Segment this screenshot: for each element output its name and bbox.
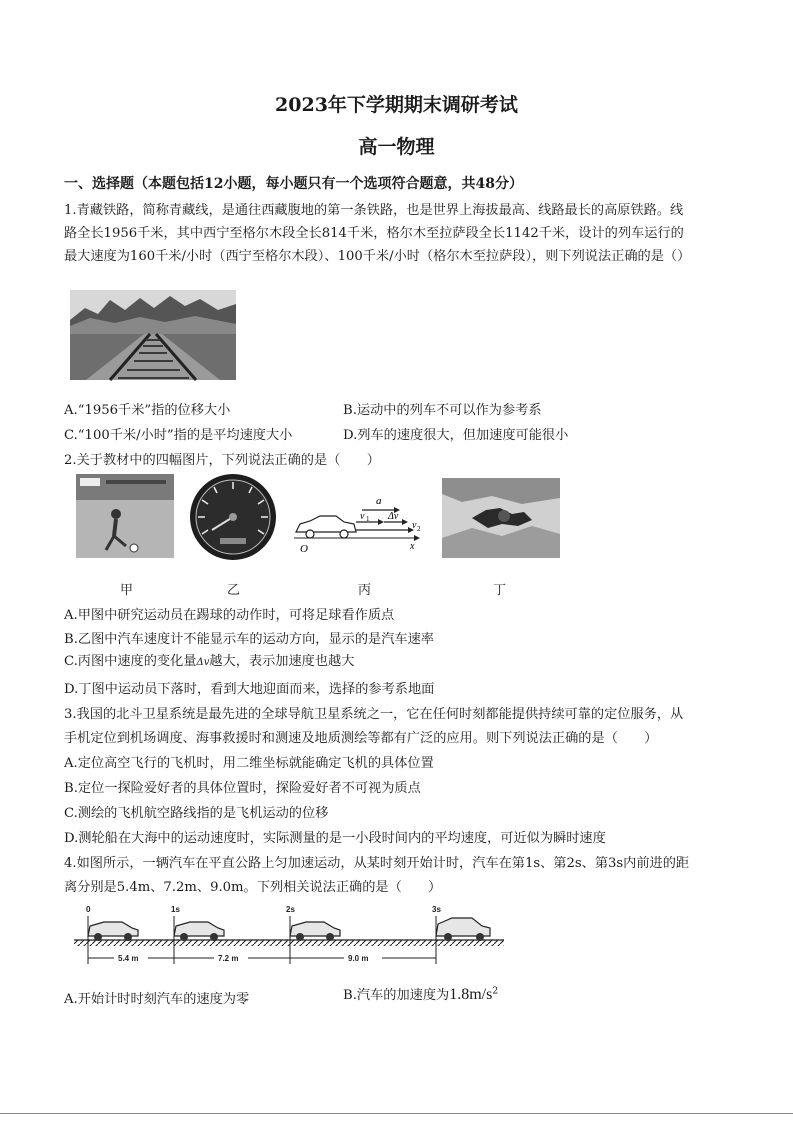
q3-line-2: 手机定位到机场调度、海事救援时和测速及地质测绘等都有广泛的应用。则下列说法正确的是（ ） bbox=[64, 731, 658, 746]
figure-bing-velocity-diagram bbox=[290, 488, 420, 558]
q1-line-2: 路全长1956千米，其中西宁至格尔木段全长814千米，格尔木至拉萨段全长1142千米，设计的列车运行的 bbox=[64, 226, 684, 241]
q1-option-a: A.“1956千米”指的位移大小 bbox=[64, 403, 231, 418]
delta-v-symbol: Δv bbox=[196, 657, 210, 668]
q2-option-d: D.丁图中运动员下落时，看到大地迎面而来，选择的参考系地面 bbox=[64, 682, 435, 697]
q2-stem: 2.关于教材中的四幅图片，下列说法正确的是（ ） bbox=[64, 453, 380, 468]
label-x: x bbox=[410, 541, 415, 552]
distance-label-1: 5.4 m bbox=[118, 954, 139, 963]
label-v1: v bbox=[360, 511, 365, 522]
q1-option-d: D.列车的速度很大，但加速度可能很小 bbox=[343, 428, 569, 443]
caption-yi: 乙 bbox=[227, 583, 241, 598]
q1-line-3: 最大速度为160千米/小时（西宁至格尔木段）、100千米/小时（格尔木至拉萨段），则下列说法正确的是（） bbox=[64, 249, 691, 264]
q4-line-1: 4.如图所示，一辆汽车在平直公路上匀加速运动，从某时刻开始计时，汽车在第1s、第2s、第3s内前进的距 bbox=[64, 856, 690, 871]
distance-label-3: 9.0 m bbox=[348, 954, 369, 963]
q2-option-c-pre: C.丙图中速度的变化量 bbox=[64, 654, 197, 669]
caption-bing: 丙 bbox=[358, 583, 372, 598]
time-label-0: 0 bbox=[86, 905, 91, 914]
label-v2-sub: 2 bbox=[417, 525, 421, 533]
q2-option-a: A.甲图中研究运动员在踢球的动作时，可将足球看作质点 bbox=[64, 608, 395, 623]
label-v2: v bbox=[412, 520, 417, 531]
q4-car-motion-figure bbox=[74, 902, 506, 974]
q2-option-c bbox=[64, 650, 354, 669]
q4-option-b-pre: B.汽车的加速度为 bbox=[343, 988, 450, 1003]
page-bottom-rule bbox=[0, 1113, 793, 1114]
label-v1-sub: 1 bbox=[366, 515, 370, 523]
time-label-3s: 3s bbox=[432, 905, 441, 914]
q4-line-2: 离分别是5.4m、7.2m、9.0m。下列相关说法正确的是（ ） bbox=[64, 880, 442, 895]
distance-label-2: 7.2 m bbox=[218, 954, 239, 963]
railway-photo bbox=[70, 290, 236, 380]
q3-option-c: C.测绘的飞机航空路线指的是飞机运动的位移 bbox=[64, 806, 329, 821]
q3-line-1: 3.我国的北斗卫星系统是最先进的全球导航卫星系统之一，它在任何时刻都能提供持续可靠的定位服务，从 bbox=[64, 707, 684, 722]
figure-jia-soccer-photo bbox=[76, 474, 174, 558]
label-a: a bbox=[376, 495, 382, 507]
q3-option-b: B.定位一探险爱好者的具体位置时，探险爱好者不可视为质点 bbox=[64, 781, 421, 796]
q2-option-c-post: 越大，表示加速度也越大 bbox=[209, 654, 355, 669]
q4-acceleration-value: 1.8m/s bbox=[449, 986, 493, 1003]
q1-option-c: C.“100千米/小时”指的是平均速度大小 bbox=[64, 428, 293, 443]
q3-option-a: A.定位高空飞行的飞机时，用二维坐标就能确定飞机的具体位置 bbox=[64, 756, 434, 771]
q1-line-1: 1.青藏铁路，简称青藏线，是通往西藏腹地的第一条铁路，也是世界上海拔最高、线路最长的高原铁路。线 bbox=[64, 203, 684, 218]
caption-jia: 甲 bbox=[120, 583, 134, 598]
caption-ding: 丁 bbox=[493, 583, 507, 598]
exam-subject: 高一物理 bbox=[358, 136, 435, 158]
q4-acceleration-exponent: 2 bbox=[492, 986, 499, 997]
label-origin: O bbox=[300, 543, 308, 555]
exam-title: 2023年下学期期末调研考试 bbox=[275, 94, 518, 116]
q4-option-b bbox=[343, 984, 498, 1004]
figure-yi-speedometer bbox=[182, 472, 284, 562]
section-heading: 一、选择题（本题包括12小题，每小题只有一个选项符合题意，共48分） bbox=[64, 176, 523, 192]
q3-option-d: D.测轮船在大海中的运动速度时，实际测量的是一小段时间内的平均速度，可近似为瞬时速度 bbox=[64, 831, 606, 846]
q4-option-a: A.开始计时时刻汽车的速度为零 bbox=[64, 992, 250, 1007]
time-label-1s: 1s bbox=[171, 905, 180, 914]
q1-option-b: B.运动中的列车不可以作为参考系 bbox=[343, 403, 542, 418]
label-dv: Δv bbox=[388, 511, 399, 522]
figure-ding-skydiver-photo bbox=[442, 478, 560, 558]
q2-option-b: B.乙图中汽车速度计不能显示车的运动方向，显示的是汽车速率 bbox=[64, 632, 434, 647]
time-label-2s: 2s bbox=[286, 905, 295, 914]
